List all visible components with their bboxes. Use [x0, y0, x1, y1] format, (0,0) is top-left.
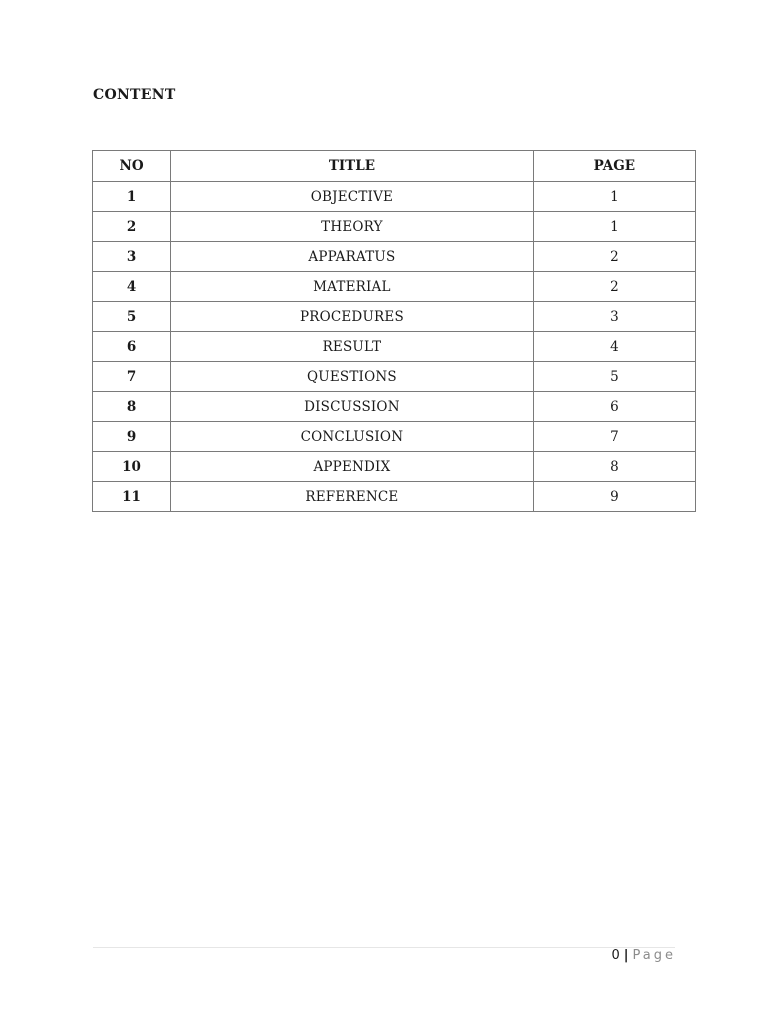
table-header	[93, 151, 696, 182]
row-number: 8	[93, 392, 171, 422]
table-row	[93, 452, 696, 482]
row-number: 5	[93, 302, 171, 332]
row-page: 6	[533, 392, 695, 422]
row-number: 1	[93, 182, 171, 212]
table-row	[93, 362, 696, 392]
row-number: 9	[93, 422, 171, 452]
row-number: 10	[93, 452, 171, 482]
table-row	[93, 422, 696, 452]
row-page: 1	[533, 182, 695, 212]
row-title: DISCUSSION	[171, 392, 534, 422]
table-row	[93, 242, 696, 272]
row-page: 4	[533, 332, 695, 362]
row-page: 8	[533, 452, 695, 482]
row-title: RESULT	[171, 332, 534, 362]
table-row	[93, 302, 696, 332]
row-page: 1	[533, 212, 695, 242]
header-row	[93, 151, 696, 182]
page-footer	[611, 948, 676, 963]
row-number: 6	[93, 332, 171, 362]
table-row	[93, 332, 696, 362]
row-number: 4	[93, 272, 171, 302]
row-title: QUESTIONS	[171, 362, 534, 392]
header-no: NO	[93, 151, 171, 182]
table-row	[93, 182, 696, 212]
table-body	[93, 182, 696, 512]
row-number: 11	[93, 482, 171, 512]
row-title: APPENDIX	[171, 452, 534, 482]
row-page: 7	[533, 422, 695, 452]
row-page: 9	[533, 482, 695, 512]
row-title: MATERIAL	[171, 272, 534, 302]
row-page: 3	[533, 302, 695, 332]
row-page: 5	[533, 362, 695, 392]
footer-page-number: 0	[611, 948, 620, 963]
row-number: 3	[93, 242, 171, 272]
footer-page-label: Page	[632, 948, 676, 963]
row-title: PROCEDURES	[171, 302, 534, 332]
row-number: 7	[93, 362, 171, 392]
table-row	[93, 272, 696, 302]
row-title: THEORY	[171, 212, 534, 242]
contents-table	[92, 150, 696, 512]
table-row	[93, 482, 696, 512]
row-title: CONCLUSION	[171, 422, 534, 452]
row-title: REFERENCE	[171, 482, 534, 512]
row-page: 2	[533, 272, 695, 302]
row-page: 2	[533, 242, 695, 272]
footer-separator: |	[623, 948, 629, 963]
row-title: OBJECTIVE	[171, 182, 534, 212]
row-title: APPARATUS	[171, 242, 534, 272]
footer-divider	[93, 947, 675, 948]
page-title: CONTENT	[93, 87, 176, 103]
header-title: TITLE	[171, 151, 534, 182]
row-number: 2	[93, 212, 171, 242]
table-row	[93, 212, 696, 242]
table-row	[93, 392, 696, 422]
header-page: PAGE	[533, 151, 695, 182]
